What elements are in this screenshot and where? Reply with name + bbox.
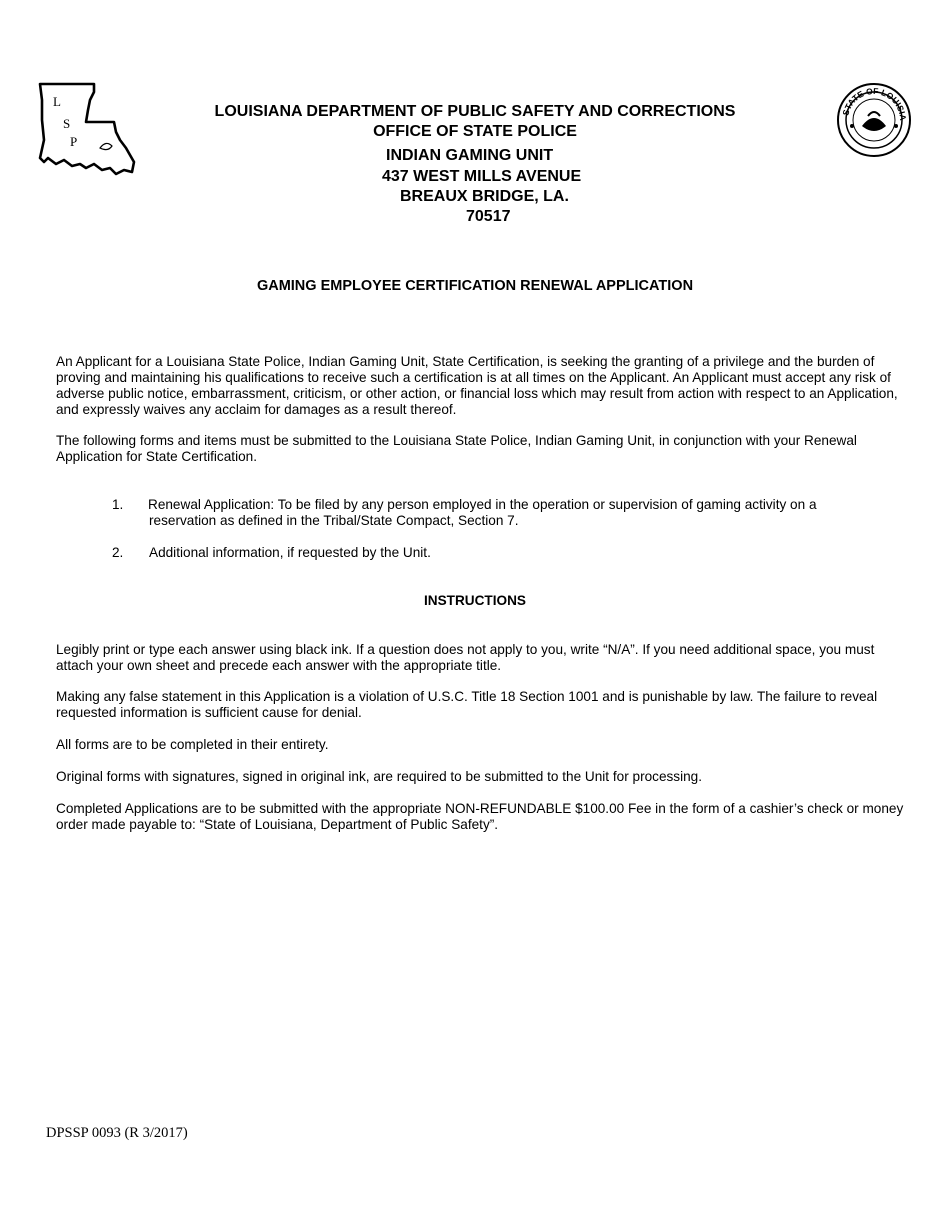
- page-title: GAMING EMPLOYEE CERTIFICATION RENEWAL APPLICATION: [256, 278, 694, 294]
- list-item: [148, 497, 868, 529]
- instruction-paragraph: Original forms with signatures, signed in original ink, are required to be submitted to the Unit for processing.: [56, 769, 703, 784]
- logo-letter-p: P: [70, 134, 78, 149]
- list-item-text-continued: reservation as defined in the Tribal/State Compact, Section 7.: [149, 513, 519, 528]
- instruction-paragraph: All forms are to be completed in their entirety.: [56, 737, 329, 752]
- instruction-paragraph: Legibly print or type each answer using black ink. If a question does not apply to you, write “N/A”. If you need additional space, you must attach your own sheet and precede each answer with the appropriate title.: [56, 642, 875, 673]
- unit-name: INDIAN GAMING UNIT: [386, 147, 554, 164]
- form-number: DPSSP 0093 (R 3/2017): [46, 1125, 188, 1141]
- list-item-text: Renewal Application: To be filed by any person employed in the operation or supervision of gaming activity on a: [148, 497, 817, 512]
- office-name: OFFICE OF STATE POLICE: [373, 123, 577, 140]
- department-name: LOUISIANA DEPARTMENT OF PUBLIC SAFETY AND CORRECTIONS: [214, 103, 736, 120]
- instructions-heading: INSTRUCTIONS: [424, 593, 526, 608]
- logo-letter-s: S: [63, 116, 71, 131]
- list-item-number: 2.: [112, 545, 124, 560]
- logo-letter-l: L: [53, 94, 61, 109]
- list-item-number: 1.: [112, 497, 124, 512]
- instruction-paragraph: Making any false statement in this Application is a violation of U.S.C. Title 18 Section 1001 and is punishable by law. The failure to reveal requested information is sufficient cause for denial.: [56, 689, 878, 720]
- list-item-text: Additional information, if requested by the Unit.: [149, 545, 431, 560]
- svg-text:STATE OF LOUISIANA: STATE OF LOUISIA: [840, 85, 909, 121]
- intro-paragraph: An Applicant for a Louisiana State Police, Indian Gaming Unit, State Certification, is seeking the granting of a privilege and the burden of proving and maintaining his qualifications to receive such a certification is at all times on the Applicant. An Applicant must accept any risk of adverse public notice, embarrassment, criticism, or other action, or financial loss which may result from action with respect to an Application, and expressly waives any acclaim for damages as a result thereof.: [56, 354, 898, 417]
- instruction-paragraph: Completed Applications are to be submitted with the appropriate NON-REFUNDABLE $100.00 Fee in the form of a cashier’s check or money order made payable to: “State of Louisiana, Department of Public Safety”.: [56, 801, 904, 832]
- zip-code: 70517: [466, 208, 511, 225]
- street-address: 437 WEST MILLS AVENUE: [382, 168, 582, 185]
- city-state: BREAUX BRIDGE, LA.: [400, 188, 569, 205]
- forms-paragraph: The following forms and items must be submitted to the Louisiana State Police, Indian Gaming Unit, in conjunction with your Renewal Application for State Certification.: [56, 433, 857, 464]
